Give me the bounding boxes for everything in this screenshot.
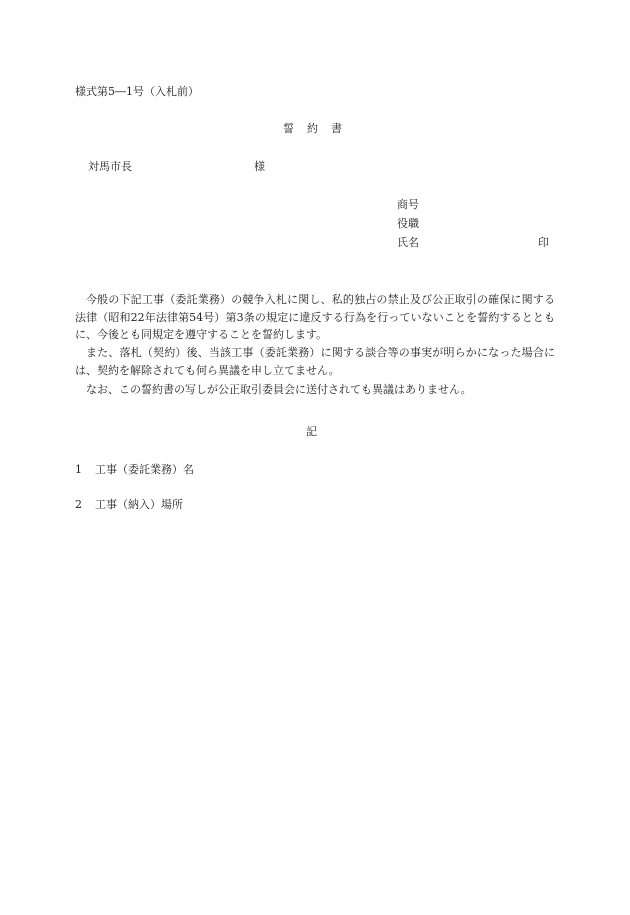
seal-label: 印	[538, 236, 549, 249]
form-number: 様式第5―1号（入札前）	[75, 85, 199, 98]
pledge-paragraph-3: なお、この誓約書の写しが公正取引委員会に送付されても異議はありません。	[86, 383, 472, 396]
item-label: 工事（委託業務）名	[95, 463, 194, 476]
company-name-label: 商号	[397, 198, 419, 211]
item-label: 工事（納入）場所	[95, 498, 183, 511]
item-number: 1	[75, 463, 82, 476]
document-title: 誓 約 書	[283, 122, 343, 135]
pledge-paragraph-2: また、落札（契約）後、当該工事（委託業務）に関する談合等の事実が明らかになった場合には、契約を解除されても何ら異議を申し立てません。	[75, 346, 555, 377]
addressee-name: 対馬市長	[88, 160, 132, 173]
pledge-paragraph-1: 今般の下記工事（委託業務）の競争入札に関し、私的独占の禁止及び公正取引の確保に関する法律（昭和22年法律第54号）第3条の規定に違反する行為を行っていないことを誓約するとともに、今後とも同規定を遵守することを誓約します。	[75, 293, 555, 341]
addressee-honorific: 様	[254, 160, 265, 173]
item-project-name	[75, 464, 194, 475]
position-label: 役職	[397, 217, 419, 230]
ki-heading: 記	[306, 425, 317, 438]
item-project-location	[75, 499, 183, 510]
signer-name-label: 氏名	[397, 236, 419, 249]
item-number: 2	[75, 498, 82, 511]
